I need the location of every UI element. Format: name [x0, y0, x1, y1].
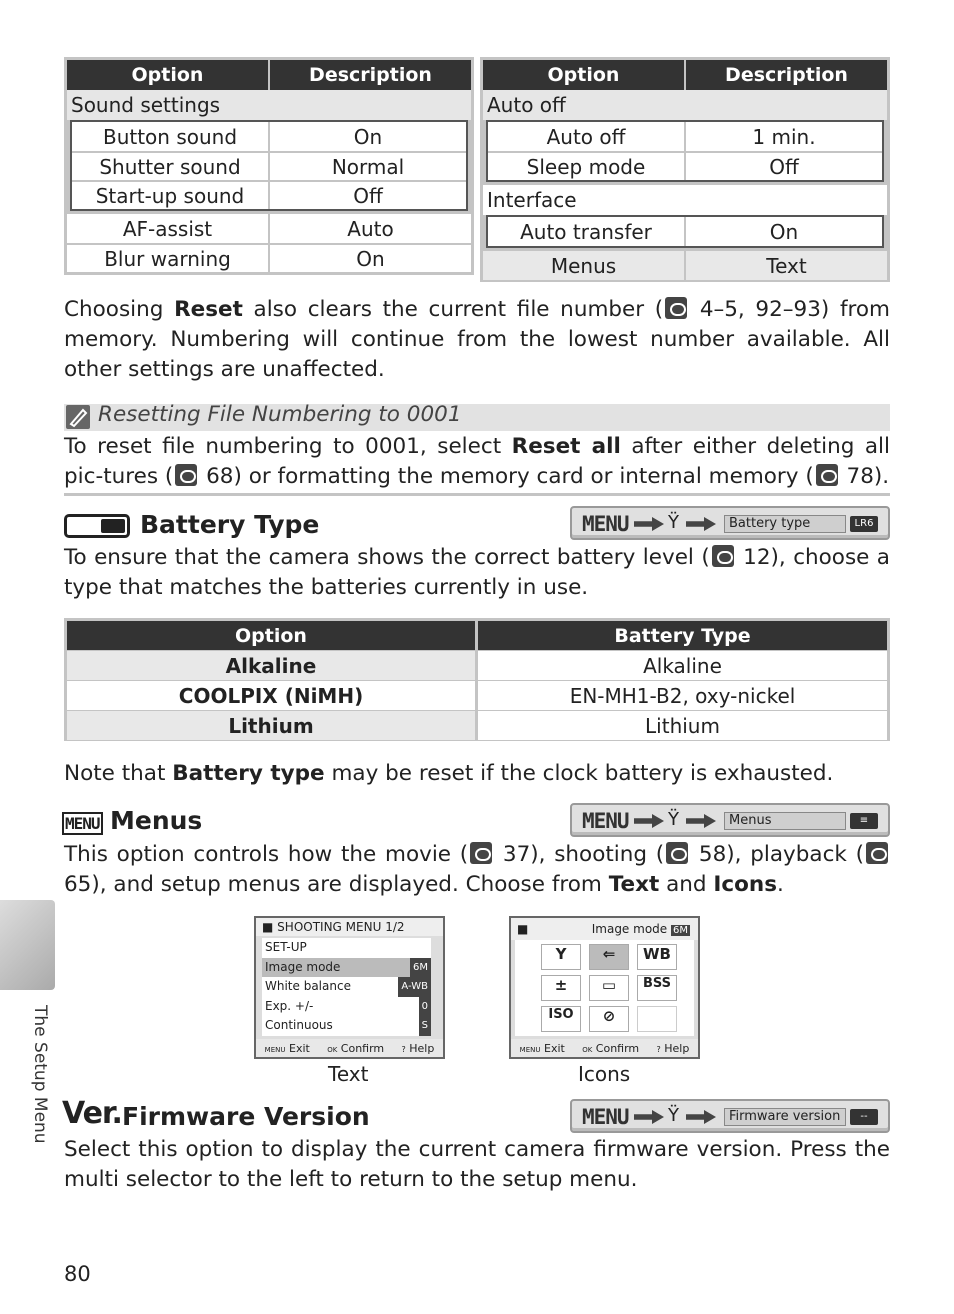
- cell: Alkaline: [67, 651, 475, 680]
- text: To reset file numbering to 0001, select: [64, 434, 512, 459]
- cell: Start-up sound: [95, 183, 245, 208]
- battery-paragraph: [64, 543, 890, 603]
- page-ref-icon: [712, 545, 734, 567]
- cell: Off: [684, 153, 882, 180]
- menu-item-pill: Menus: [724, 812, 846, 830]
- table-row: [67, 243, 471, 272]
- text: Exit: [289, 1041, 310, 1055]
- sound-settings-table: [64, 57, 474, 275]
- table-row: [67, 214, 471, 243]
- page-number: 80: [64, 1262, 91, 1286]
- table-row: [67, 681, 887, 710]
- note-title: Resetting File Numbering to 0001: [98, 402, 462, 427]
- cell: Lithium: [478, 711, 887, 740]
- list-item: SET-UP: [265, 940, 307, 954]
- battery-lr6-icon: LR6: [850, 516, 878, 532]
- page-ref-icon: [816, 464, 838, 486]
- table-header: [483, 60, 887, 90]
- cell: Off: [268, 182, 466, 209]
- chapter-tab: [0, 900, 55, 990]
- menu-icon: MENU: [519, 1045, 541, 1054]
- menu-label: MENU: [582, 1105, 629, 1129]
- text: White balance: [265, 979, 351, 993]
- badge: A-WB: [398, 977, 431, 997]
- badge: S: [419, 1016, 431, 1036]
- table-row: [72, 151, 466, 180]
- menus-paragraph: [64, 840, 890, 900]
- screen-list: [262, 938, 431, 1036]
- table-row: [488, 151, 882, 180]
- col-description: Description: [268, 60, 471, 90]
- setup-icon: Y: [541, 944, 581, 970]
- image-mode-icon: ⇐: [589, 944, 629, 970]
- footer-item: [582, 1042, 639, 1055]
- cell: Normal: [268, 153, 466, 180]
- list-item: [262, 1016, 431, 1036]
- group-rows: [70, 120, 468, 211]
- col-description: Description: [684, 60, 887, 90]
- bold-text: Battery type: [172, 761, 325, 786]
- arrow-icon: [634, 814, 664, 828]
- chapter-label: The Setup Menu: [30, 1005, 50, 1144]
- arrow-icon: [686, 517, 716, 531]
- color-options-icon: ⊘: [589, 1006, 629, 1032]
- table-row: [488, 217, 882, 246]
- cell: Sleep mode: [526, 154, 646, 179]
- text: To ensure that the camera shows the correct battery level (: [64, 545, 710, 570]
- text: 1/2: [385, 920, 405, 934]
- text: Help: [409, 1041, 435, 1055]
- bold-text: Reset all: [511, 434, 621, 459]
- badge: 0: [419, 997, 431, 1017]
- cell: On: [268, 245, 471, 272]
- col-option: Option: [67, 60, 268, 90]
- wb-icon: WB: [637, 944, 677, 970]
- footer-item: [520, 1042, 565, 1055]
- text: 12), choose a type that matches the batteries currently in use.: [64, 545, 890, 600]
- cell: On: [684, 217, 882, 246]
- arrow-icon: [686, 1110, 716, 1124]
- arrow-icon: [634, 517, 664, 531]
- battery-icon: [64, 514, 130, 538]
- text-menu-screen: [254, 916, 445, 1059]
- firmware-paragraph: Select this option to display the current camera firmware version. Press the multi selector to the left to return to the setup menu.: [64, 1137, 890, 1192]
- cell: Menus: [550, 253, 617, 278]
- text: after either deleting all pic-tures (: [64, 434, 890, 489]
- caption-text: Text: [328, 1062, 369, 1086]
- text: 37), shooting (: [494, 842, 665, 867]
- text: 68) or formatting the memory card or internal memory (: [199, 464, 814, 489]
- reset-paragraph: [64, 295, 890, 385]
- wrench-icon: Ÿ: [668, 809, 679, 830]
- page-ref-icon: [175, 464, 197, 486]
- bold-text: Text: [608, 872, 660, 897]
- camera-icon: ■: [262, 920, 274, 934]
- caption-icons: Icons: [578, 1062, 631, 1086]
- help-icon: ?: [656, 1044, 661, 1054]
- text: Choosing: [64, 297, 175, 322]
- text: 78).: [839, 464, 890, 489]
- bss-icon: BSS: [637, 975, 677, 1001]
- cell: EN-MH1-B2, oxy-nickel: [478, 681, 887, 710]
- bold-text: Icons: [713, 872, 777, 897]
- footer-item: [657, 1042, 690, 1055]
- group-label: Auto off: [483, 90, 887, 120]
- bold-text: Reset: [174, 297, 243, 322]
- text: .: [777, 872, 784, 897]
- list-item: [262, 977, 431, 997]
- cell: Button sound: [102, 124, 238, 149]
- table-header: [67, 621, 887, 650]
- firmware-menu-path: [570, 1099, 890, 1133]
- menu-icon: MENU: [264, 1045, 286, 1054]
- cell: Auto off: [546, 124, 626, 149]
- group-label: Sound settings: [67, 90, 471, 120]
- icon-menu-screen: [509, 916, 700, 1059]
- group-rows: [486, 215, 884, 248]
- menu-item-pill: Firmware version: [724, 1108, 846, 1126]
- text: may be reset if the clock battery is exhausted.: [324, 761, 834, 786]
- camera-icon: ■: [517, 922, 529, 936]
- cell: AF-assist: [122, 216, 213, 241]
- empty-cell: [637, 1006, 677, 1032]
- table-row: [72, 180, 466, 209]
- text: Confirm: [595, 1041, 640, 1055]
- list-item: [262, 997, 431, 1017]
- menu-label: MENU: [582, 809, 629, 833]
- table-header: [67, 60, 471, 90]
- cell: 1 min.: [684, 122, 882, 151]
- section-title-menus: Menus: [110, 806, 203, 835]
- text: 65), and setup menus are displayed. Choose from: [64, 872, 609, 897]
- col-option: Option: [67, 621, 475, 650]
- text: and: [659, 872, 714, 897]
- wrench-icon: Ÿ: [668, 1105, 679, 1126]
- group-label: Interface: [483, 185, 887, 215]
- menu-label: MENU: [582, 512, 629, 536]
- cell: Blur warning: [104, 246, 231, 271]
- help-icon: ?: [401, 1044, 406, 1054]
- group-rows: [486, 120, 884, 182]
- table-row: [72, 122, 466, 151]
- auto-off-table: [480, 57, 890, 282]
- screen-footer: [256, 1039, 443, 1057]
- icon-grid: [515, 940, 694, 1036]
- text: Exp. +/-: [265, 998, 314, 1013]
- cell: Alkaline: [478, 651, 887, 680]
- text: Image mode: [265, 959, 341, 974]
- col-option: Option: [483, 60, 684, 90]
- page-ref-icon: [666, 842, 688, 864]
- ok-icon: OK: [582, 1045, 593, 1054]
- text: SHOOTING MENU: [277, 920, 382, 934]
- arrow-icon: [634, 1110, 664, 1124]
- text: 4–5, 92–93) from memory. Numbering will continue from the lowest number available. All other settings are unaffected.: [64, 297, 890, 382]
- iso-icon: ISO: [541, 1006, 581, 1032]
- text: 58), playback (: [690, 842, 864, 867]
- cell: Text: [684, 251, 887, 280]
- text: Continuous: [265, 1018, 333, 1032]
- exposure-icon: ±: [541, 975, 581, 1001]
- cell: Shutter sound: [99, 154, 241, 179]
- text: Help: [664, 1041, 690, 1055]
- menus-menu-path: [570, 803, 890, 837]
- battery-menu-path: [570, 506, 890, 540]
- menu-item-pill: Battery type: [724, 515, 846, 533]
- ver-icon: Ver.: [62, 1096, 122, 1131]
- section-title-firmware: Firmware Version: [122, 1102, 370, 1131]
- arrow-icon: [686, 814, 716, 828]
- table-row: [488, 122, 882, 151]
- text: Note that: [64, 761, 173, 786]
- divider: [64, 493, 890, 496]
- wrench-icon: Ÿ: [668, 512, 679, 533]
- list-icon: ≡: [850, 813, 878, 829]
- note-paragraph: [64, 432, 890, 492]
- cell: Auto: [268, 214, 471, 243]
- screen-header: [256, 918, 443, 936]
- screen-footer: [511, 1039, 698, 1057]
- section-title-battery: Battery Type: [140, 510, 320, 539]
- footer-item: [327, 1042, 384, 1055]
- menu-icon: MENU: [62, 812, 103, 835]
- page-ref-icon: [665, 297, 687, 319]
- cell: On: [268, 122, 466, 151]
- cell: COOLPIX (NiMH): [67, 681, 475, 710]
- badge: 6M: [410, 958, 431, 978]
- firmware-value-icon: --: [850, 1109, 878, 1125]
- table-row: [67, 651, 887, 680]
- battery-note: [64, 759, 890, 789]
- cell: Auto transfer: [520, 219, 652, 244]
- page-ref-icon: [470, 842, 492, 864]
- battery-type-table: [64, 618, 890, 741]
- footer-item: [265, 1042, 310, 1055]
- text: This option controls how the movie (: [64, 842, 469, 867]
- text: Image mode: [591, 922, 668, 936]
- screen-header: [511, 918, 698, 940]
- footer-item: [402, 1042, 435, 1055]
- continuous-icon: ▭: [589, 975, 629, 1001]
- text: Exit: [544, 1041, 565, 1055]
- ok-icon: OK: [327, 1045, 338, 1054]
- pencil-icon: [66, 405, 90, 429]
- list-item: [262, 958, 431, 978]
- table-row: [483, 251, 887, 280]
- table-row: [67, 711, 887, 740]
- badge: 6M: [673, 925, 688, 936]
- col-battery-type: Battery Type: [478, 621, 887, 650]
- cell: Lithium: [67, 711, 475, 740]
- text: also clears the current file number (: [242, 297, 664, 322]
- text: Confirm: [340, 1041, 385, 1055]
- page-ref-icon: [866, 842, 888, 864]
